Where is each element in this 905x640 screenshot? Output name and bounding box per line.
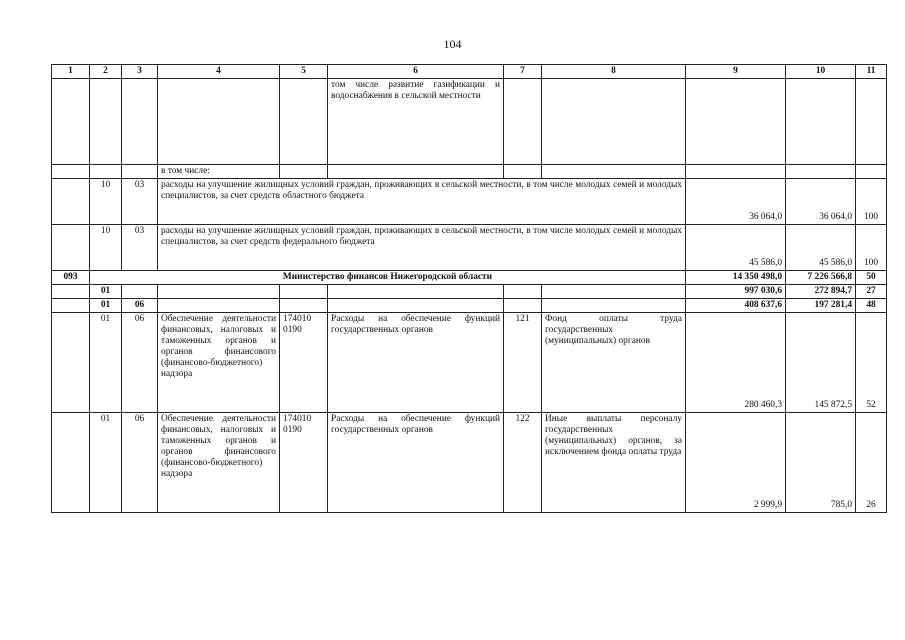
plan-amount: 14 350 498,0: [686, 271, 786, 285]
header-cell: 3: [122, 65, 158, 79]
header-cell: 11: [856, 65, 887, 79]
header-cell: 4: [158, 65, 280, 79]
ministry-name: Министерство финансов Нижегородской области: [90, 271, 686, 285]
subsection-code: 03: [122, 179, 158, 225]
header-cell: 6: [328, 65, 504, 79]
plan-amount: 997 030,6: [686, 285, 786, 299]
expense-description: том числе развитие газификации и водоснабжения в сельской местности: [328, 79, 504, 165]
header-cell: 10: [786, 65, 856, 79]
header-cell: 2: [90, 65, 122, 79]
actual-amount: 145 872,5: [786, 313, 856, 413]
percent-value: 27: [856, 285, 887, 299]
including-label: в том числе:: [158, 165, 280, 179]
table-row: [52, 225, 887, 271]
section-code: 01: [90, 299, 122, 313]
percent-value: 48: [856, 299, 887, 313]
ministry-code: 093: [52, 271, 90, 285]
section-code: 01: [90, 413, 122, 513]
actual-amount: 45 586,0: [786, 225, 856, 271]
subsection-code: 06: [122, 313, 158, 413]
table-row: [52, 413, 887, 513]
actual-amount: 272 894,7: [786, 285, 856, 299]
section-code: 01: [90, 313, 122, 413]
subsection-code: 06: [122, 413, 158, 513]
actual-amount: 36 064,0: [786, 179, 856, 225]
plan-amount: 36 064,0: [686, 179, 786, 225]
subsection-code: 03: [122, 225, 158, 271]
header-cell: 8: [542, 65, 686, 79]
subsection-code: 06: [122, 299, 158, 313]
header-row: [52, 65, 887, 79]
section-code: 10: [90, 179, 122, 225]
table-row: [52, 285, 887, 299]
target-code: 174010 0190: [280, 413, 328, 513]
section-code: 01: [90, 285, 122, 299]
table-row: [52, 313, 887, 413]
plan-amount: 2 999,9: [686, 413, 786, 513]
plan-amount: 45 586,0: [686, 225, 786, 271]
page-number: 104: [443, 37, 462, 51]
actual-amount: 197 281,4: [786, 299, 856, 313]
percent-value: 100: [856, 225, 887, 271]
expense-type-name: Фонд оплаты труда государственных (муниципальных) органов: [542, 313, 686, 413]
actual-amount: 7 226 566,8: [786, 271, 856, 285]
header-cell: 5: [280, 65, 328, 79]
table-row: [52, 179, 887, 225]
percent-value: 100: [856, 179, 887, 225]
expense-description: расходы на улучшение жилищных условий граждан, проживающих в сельской местности, в том числе молодых семей и молодых специалистов, за счет средств областного бюджета: [158, 179, 686, 225]
expense-description: Расходы на обеспечение функций государственных органов: [328, 313, 504, 413]
expense-description: расходы на улучшение жилищных условий граждан, проживающих в сельской местности, в том числе молодых семей и молодых специалистов, за счет средств федерального бюджета: [158, 225, 686, 271]
section-code: 10: [90, 225, 122, 271]
table-row: [52, 299, 887, 313]
expense-type-code: 121: [504, 313, 542, 413]
expense-description: Расходы на обеспечение функций государственных органов: [328, 413, 504, 513]
percent-value: 50: [856, 271, 887, 285]
percent-value: 26: [856, 413, 887, 513]
header-cell: 9: [686, 65, 786, 79]
program-name: Обеспечение деятельности финансовых, налоговых и таможенных органов и органов финансового (финансово-бюджетного) надзора: [158, 313, 280, 413]
program-name: Обеспечение деятельности финансовых, налоговых и таможенных органов и органов финансового (финансово-бюджетного) надзора: [158, 413, 280, 513]
header-cell: 7: [504, 65, 542, 79]
expense-type-name: Иные выплаты персоналу государственных (муниципальных) органов, за исключением фонда оплаты труда: [542, 413, 686, 513]
table-row: [52, 79, 887, 165]
plan-amount: 408 637,6: [686, 299, 786, 313]
target-code: 174010 0190: [280, 313, 328, 413]
actual-amount: 785,0: [786, 413, 856, 513]
header-cell: 1: [52, 65, 90, 79]
budget-table: [51, 64, 887, 513]
expense-type-code: 122: [504, 413, 542, 513]
plan-amount: 280 460,3: [686, 313, 786, 413]
percent-value: 52: [856, 313, 887, 413]
table-row: [52, 165, 887, 179]
table-row: [52, 271, 887, 285]
